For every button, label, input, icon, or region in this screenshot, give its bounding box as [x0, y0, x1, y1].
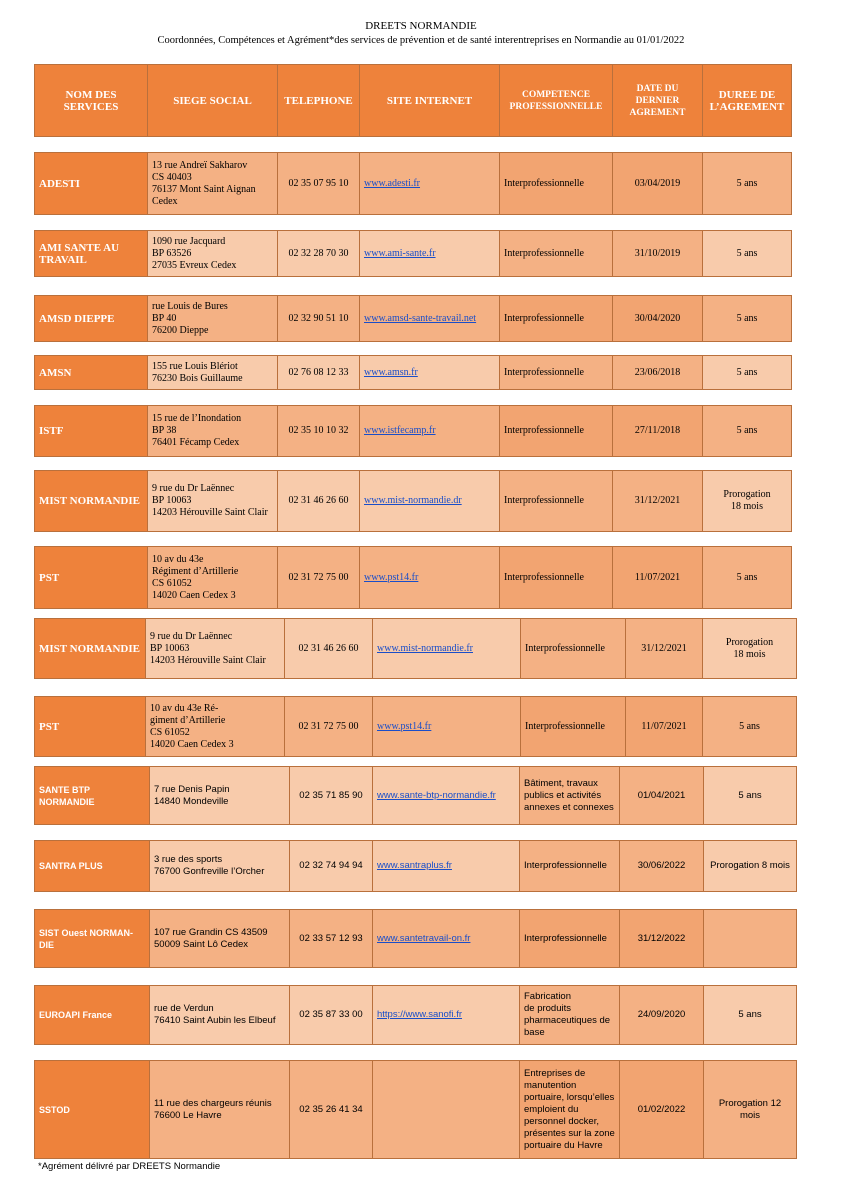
service-agrement-duration: 5 ans [702, 697, 797, 756]
service-agrement-date: 31/12/2021 [625, 619, 702, 678]
table-row [34, 295, 792, 342]
service-competence: Interprofessionnelle [499, 231, 612, 276]
service-agrement-date: 01/04/2021 [619, 767, 703, 824]
service-agrement-date: 23/06/2018 [612, 356, 702, 389]
table-row [34, 405, 792, 457]
header-tel: TELEPHONE [277, 65, 359, 136]
service-competence: Interprofessionnelle [499, 153, 612, 214]
service-website-cell [359, 153, 499, 214]
service-agrement-duration: 5 ans [703, 986, 797, 1044]
service-phone: 02 31 46 26 60 [284, 619, 372, 678]
service-phone: 02 31 72 75 00 [277, 547, 359, 608]
service-name: SIST Ouest NORMAN-DIE [34, 910, 149, 967]
service-address: 11 rue des chargeurs réunis 76600 Le Havre [149, 1061, 289, 1158]
table-row [34, 840, 797, 892]
table-row [34, 1060, 797, 1159]
service-address: 9 rue du Dr Laënnec BP 10063 14203 Hérouville Saint Clair [145, 619, 284, 678]
table-row [34, 909, 797, 968]
service-competence: Interprofessionnelle [499, 406, 612, 456]
table-row [34, 152, 792, 215]
service-website-link[interactable]: www.mist-normandie.dr [364, 495, 462, 506]
service-website-cell [372, 697, 520, 756]
service-phone: 02 31 46 26 60 [277, 471, 359, 531]
service-agrement-date: 01/02/2022 [619, 1061, 703, 1158]
service-phone: 02 35 71 85 90 [289, 767, 372, 824]
service-competence: Interprofessionnelle [519, 841, 619, 891]
service-name: ISTF [34, 406, 147, 456]
service-agrement-duration: Prorogation 12 mois [703, 1061, 797, 1158]
service-phone: 02 32 28 70 30 [277, 231, 359, 276]
table-row [34, 696, 797, 757]
service-website-cell [372, 910, 519, 967]
service-phone: 02 32 74 94 94 [289, 841, 372, 891]
table-row [34, 230, 792, 277]
service-agrement-date: 30/04/2020 [612, 296, 702, 341]
service-website-cell [372, 767, 519, 824]
table-row [34, 766, 797, 825]
service-agrement-duration: Prorogation 8 mois [703, 841, 797, 891]
service-name: EUROAPI France [34, 986, 149, 1044]
service-website-link[interactable]: www.adesti.fr [364, 177, 421, 189]
service-website-cell [372, 986, 519, 1044]
service-address: 13 rue Andreï Sakharov CS 40403 76137 Mont Saint Aignan Cedex [147, 153, 277, 214]
service-website-link[interactable]: www.mist-normandie.fr [377, 642, 473, 654]
service-phone: 02 31 72 75 00 [284, 697, 372, 756]
service-website-link[interactable]: www.istfecamp.fr [364, 425, 436, 436]
service-agrement-date: 27/11/2018 [612, 406, 702, 456]
service-address: rue Louis de Bures BP 40 76200 Dieppe [147, 296, 277, 341]
service-agrement-date: 30/06/2022 [619, 841, 703, 891]
service-name: MIST NORMANDIE [34, 471, 147, 531]
service-website-cell [359, 547, 499, 608]
service-phone: 02 35 26 41 34 [289, 1061, 372, 1158]
service-name: AMSN [34, 356, 147, 389]
document-title: DREETS NORMANDIE [365, 20, 477, 32]
header-comp: COMPETENCE PROFESSIONNELLE [499, 65, 612, 136]
service-website-link[interactable]: www.santetravail-on.fr [377, 932, 471, 944]
footnote: *Agrément délivré par DREETS Normandie [38, 1161, 221, 1172]
table-row [34, 985, 797, 1045]
service-agrement-date: 31/10/2019 [612, 231, 702, 276]
service-name: SANTRA PLUS [34, 841, 149, 891]
service-website-link[interactable]: www.sante-btp-normandie.fr [377, 789, 496, 801]
service-competence: Interprofessionnelle [499, 471, 612, 531]
service-agrement-duration: 5 ans [702, 153, 792, 214]
service-agrement-date: 31/12/2022 [619, 910, 703, 967]
service-address: rue de Verdun 76410 Saint Aubin les Elbeuf [149, 986, 289, 1044]
service-agrement-date: 11/07/2021 [625, 697, 702, 756]
service-website-link[interactable]: https://www.sanofi.fr [377, 1009, 463, 1020]
service-agrement-duration: 5 ans [702, 296, 792, 341]
service-address: 155 rue Louis Blériot 76230 Bois Guillaume [147, 356, 277, 389]
service-website-link[interactable]: www.ami-sante.fr [364, 247, 436, 259]
service-address: 7 rue Denis Papin 14840 Mondeville [149, 767, 289, 824]
service-phone: 02 32 90 51 10 [277, 296, 359, 341]
service-competence: Interprofessionnelle [520, 697, 625, 756]
service-website-cell [359, 356, 499, 389]
service-address: 107 rue Grandin CS 43509 50009 Saint Lô Cedex [149, 910, 289, 967]
service-agrement-duration: Prorogation 18 mois [702, 619, 797, 678]
service-agrement-date: 24/09/2020 [619, 986, 703, 1044]
service-website-cell [359, 406, 499, 456]
service-website-cell [372, 619, 520, 678]
service-website-cell [372, 841, 519, 891]
service-agrement-date: 11/07/2021 [612, 547, 702, 608]
service-competence: Interprofessionnelle [519, 910, 619, 967]
table-row [34, 470, 792, 532]
service-website-cell [359, 471, 499, 531]
header-siege: SIEGE SOCIAL [147, 65, 277, 136]
service-website-cell [359, 231, 499, 276]
service-competence: Entreprises de manutention portuaire, lorsqu’elles emploient du personnel docker, présentes sur la zone portuaire du Havre [519, 1061, 619, 1158]
service-address: 10 av du 43e Ré- giment d’Artillerie CS 61052 14020 Caen Cedex 3 [145, 697, 284, 756]
service-competence: Interprofessionnelle [499, 356, 612, 389]
service-agrement-duration: 5 ans [702, 547, 792, 608]
service-website-cell [372, 1061, 519, 1158]
service-phone: 02 35 07 95 10 [277, 153, 359, 214]
service-name: AMI SANTE AU TRAVAIL [34, 231, 147, 276]
service-name: ADESTI [34, 153, 147, 214]
table-row [34, 546, 792, 609]
service-website-link[interactable]: www.pst14.fr [377, 720, 432, 732]
service-competence: Fabrication de produits pharmaceutiques de base [519, 986, 619, 1044]
service-competence: Interprofessionnelle [499, 296, 612, 341]
service-name: PST [34, 697, 145, 756]
service-agrement-duration: 5 ans [703, 767, 797, 824]
service-address: 3 rue des sports 76700 Gonfreville l’Orcher [149, 841, 289, 891]
table-row [34, 355, 792, 390]
service-website-link[interactable]: www.santraplus.fr [377, 860, 452, 871]
service-name: SANTE BTP NORMANDIE [34, 767, 149, 824]
service-competence: Bâtiment, travaux publics et activités annexes et connexes [519, 767, 619, 824]
service-agrement-duration: 5 ans [702, 231, 792, 276]
header-duree: DUREE DE L’AGREMENT [702, 65, 792, 136]
service-name: AMSD DIEPPE [34, 296, 147, 341]
service-name: SSTOD [34, 1061, 149, 1158]
service-phone: 02 33 57 12 93 [289, 910, 372, 967]
service-phone: 02 35 87 33 00 [289, 986, 372, 1044]
service-website-link[interactable]: www.amsd-sante-travail.net [364, 312, 477, 324]
service-website-cell [359, 296, 499, 341]
document-subtitle: Coordonnées, Compétences et Agrément*des services de prévention et de santé interentreprises en Normandie au 01/01/2022 [157, 35, 685, 46]
header-site: SITE INTERNET [359, 65, 499, 136]
table-row [34, 618, 797, 679]
service-name: MIST NORMANDIE [34, 619, 145, 678]
service-address: 15 rue de l’Inondation BP 38 76401 Fécamp Cedex [147, 406, 277, 456]
service-address: 9 rue du Dr Laënnec BP 10063 14203 Hérouville Saint Clair [147, 471, 277, 531]
service-agrement-duration: 5 ans [702, 406, 792, 456]
table-header-row [34, 64, 792, 137]
service-phone: 02 35 10 10 32 [277, 406, 359, 456]
service-agrement-date: 31/12/2021 [612, 471, 702, 531]
service-agrement-duration: 5 ans [702, 356, 792, 389]
header-date: DATE DU DERNIER AGREMENT [612, 65, 702, 136]
header-name: NOM DES SERVICES [34, 65, 147, 136]
service-name: PST [34, 547, 147, 608]
service-agrement-date: 03/04/2019 [612, 153, 702, 214]
service-website-link[interactable]: www.amsn.fr [364, 366, 418, 378]
service-agrement-duration: Prorogation 18 mois [702, 471, 792, 531]
service-address: 1090 rue Jacquard BP 63526 27035 Evreux Cedex [147, 231, 277, 276]
service-phone: 02 76 08 12 33 [277, 356, 359, 389]
service-address: 10 av du 43e Régiment d’Artillerie CS 61052 14020 Caen Cedex 3 [147, 547, 277, 608]
service-agrement-duration [703, 910, 797, 967]
service-website-link[interactable]: www.pst14.fr [364, 571, 419, 583]
service-competence: Interprofessionnelle [499, 547, 612, 608]
service-competence: Interprofessionnelle [520, 619, 625, 678]
